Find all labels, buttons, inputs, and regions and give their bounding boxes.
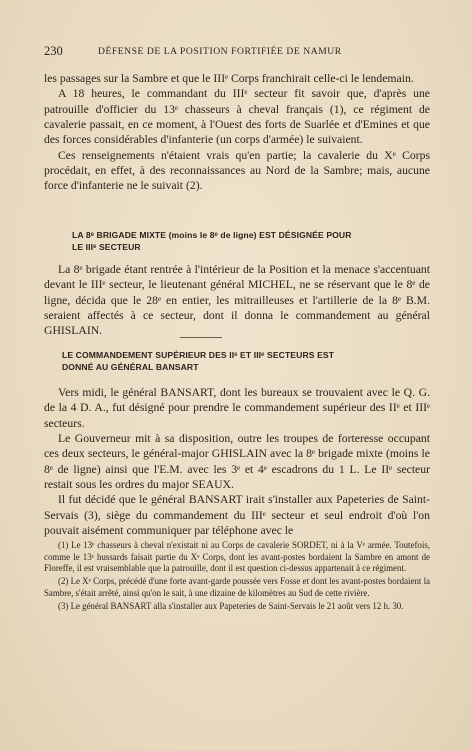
- section-heading-line: DONNÉ AU GÉNÉRAL BANSART: [62, 361, 199, 372]
- page-number: 230: [44, 44, 63, 58]
- section-heading-commandement: [44, 350, 430, 373]
- footnote-1: (1) Le 13ᵉ chasseurs à cheval n'existait ni au Corps de cavalerie SORDET, ni à la Vᵉ armée. Toutefois, comme le 13ᵉ hussards faisait partie du Xᵉ Corps, dont les avant-postes bordaient la Sambre en amont de Floreffe, il est vraisemblable que la patrouille, dont il est question ci-dessus appartenait à ce régiment.: [44, 540, 430, 574]
- section-heading-line: LA 8ᵉ BRIGADE MIXTE (moins le 8ᵉ de ligne) EST DÉSIGNÉE POUR: [72, 230, 352, 240]
- running-title: DÉFENSE DE LA POSITION FORTIFIÉE DE NAMUR: [98, 46, 342, 57]
- section-heading-line: LE IIIᵉ SECTEUR: [72, 241, 141, 252]
- top-text-block: [44, 71, 430, 194]
- paragraph-8e-brigade: La 8ᵉ brigade étant rentrée à l'intérieur de la Position et la menace s'accentuant devant le IIIᵉ secteur, le lieutenant général MICHEL, ne se réservant que le 8ᵉ de ligne, décida que le 28ᵉ en entier, les mitrailleuses et l'artillerie de la 8ᵉ B.M. seraient affectés à ce secteur, dont il donna le commandement au général GHISLAIN.: [44, 263, 430, 338]
- section1-text-block: [44, 262, 430, 339]
- page-header: [44, 44, 430, 58]
- footnote-2: (2) Le Xᵉ Corps, précédé d'une forte avant-garde poussée vers Fosse et dont les avant-postes bordaient la Sambre, s'était arrêté, ainsi qu'on le sait, à une dizaine de kilomètres au Sud de cette rivière.: [44, 576, 430, 598]
- paragraph-vers-midi: Vers midi, le général BANSART, dont les bureaux se trouvaient avec le Q. G. de la 4 D. A., fut désigné pour prendre le commandement supérieur des IIᵉ et IIIᵉ secteurs.: [44, 386, 430, 430]
- paragraph-18-heures: A 18 heures, le commandant du IIIᵉ secteur fit savoir que, d'après une patrouille d'officier du 13ᵉ chasseurs à cheval français (1), ce régiment de cavalerie passait, en ce moment, à l'Ouest des forts de Suarlée et d'Emines et que des forces considérables d'infanterie (un corps d'armée) le suivaient.: [44, 87, 430, 147]
- paragraph-gouverneur: Le Gouverneur mit à sa disposition, outre les troupes de forteresse occupant ces deux secteurs, le général-major GHISLAIN avec la 8ᵉ brigade mixte (moins le 8ᵉ de ligne) ainsi que l'E.M. avec les 3ᵉ et 4ᵉ escadrons du 1 L. Le IIᵉ secteur restait sous les ordres du major SEAUX.: [44, 432, 430, 492]
- footnote-3: (3) Le général BANSART alla s'installer aux Papeteries de Saint-Servais le 21 août vers 12 h. 30.: [58, 600, 404, 611]
- section-divider: [180, 337, 222, 338]
- section-heading-8e-brigade: [44, 230, 430, 253]
- section-heading-line: LE COMMANDEMENT SUPÉRIEUR DES IIᵉ ET IIIᵉ SECTEURS EST: [62, 350, 335, 360]
- paragraph-continuation: les passages sur la Sambre et que le IIIᵉ Corps franchirait celle-ci le lendemain.: [44, 72, 414, 85]
- paragraph-il-fut-decide: Il fut décidé que le général BANSART irait s'installer aux Papeteries de Saint-Servais (3), siège du commandement du IIIᵉ secteur et seul endroit d'où l'on pouvait aisément communiquer par téléphone avec le: [44, 493, 430, 538]
- paragraph-renseignements: Ces renseignements n'étaient vrais qu'en partie; la cavalerie du Xᵉ Corps procédait, en effet, à des reconnaissances au Nord de la Sambre; mais, aucune force d'infanterie ne le suivait (2).: [44, 148, 430, 193]
- footnotes: [44, 540, 430, 614]
- section2-text-block: [44, 385, 430, 538]
